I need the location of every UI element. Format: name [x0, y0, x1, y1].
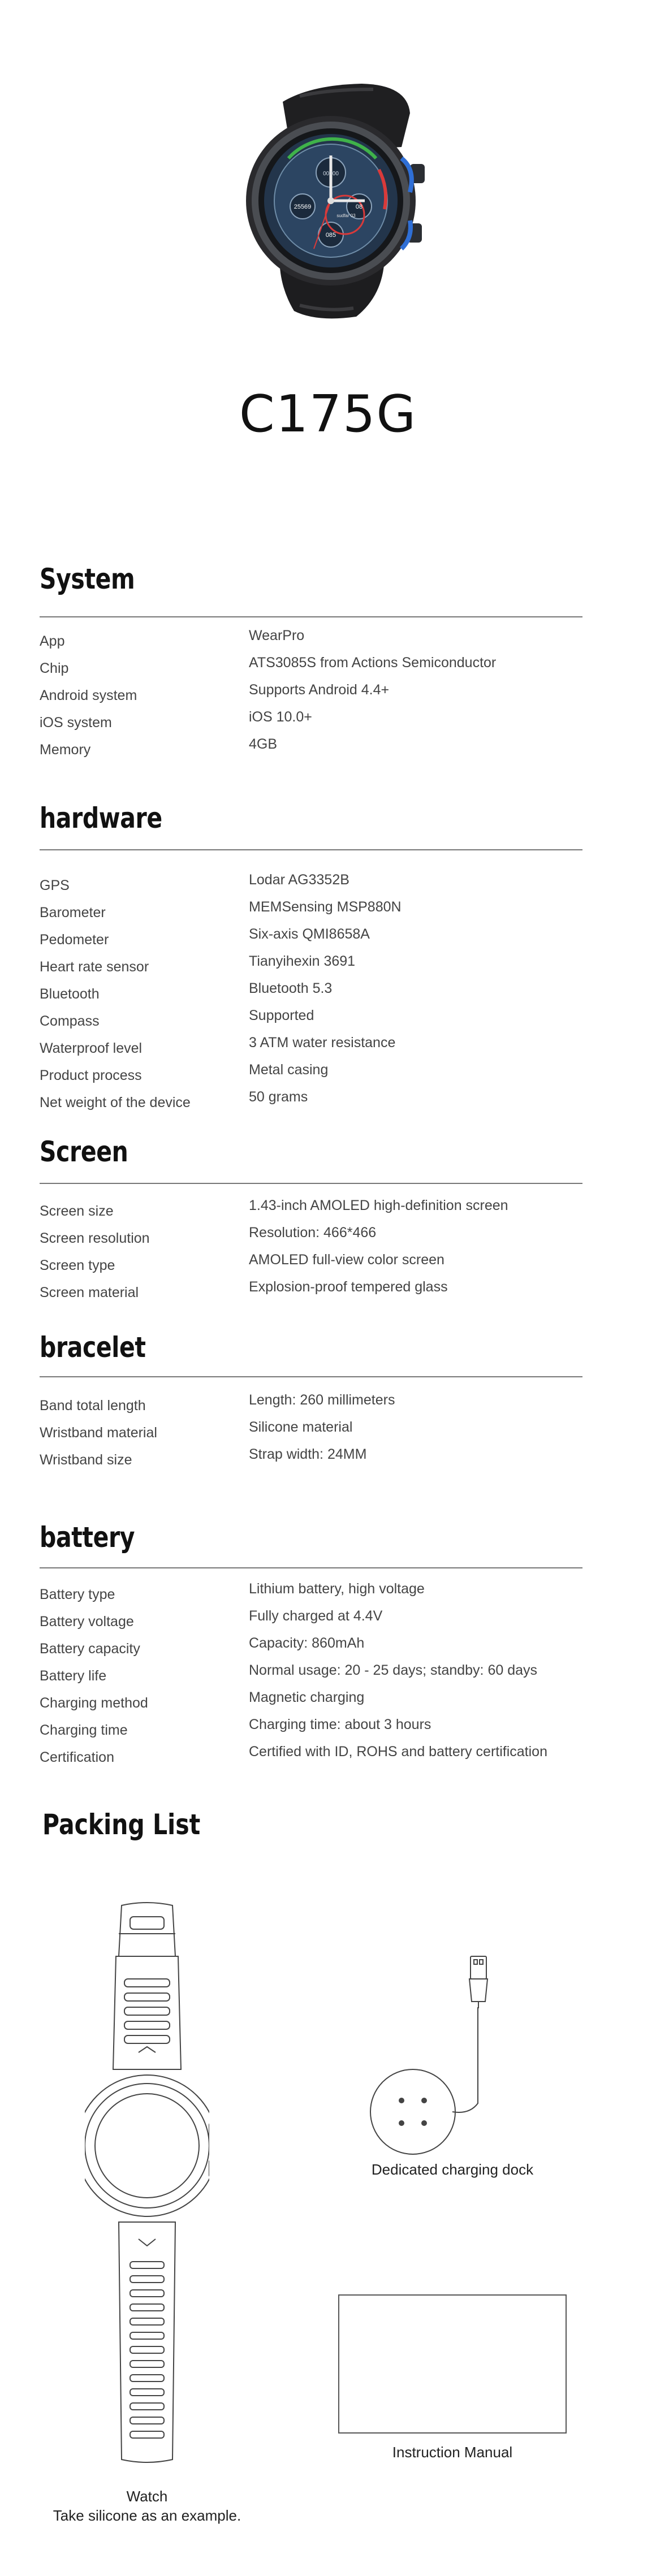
watch-face-bottom-value: 085: [325, 232, 336, 239]
instruction-manual-caption: Instruction Manual: [392, 2444, 513, 2461]
spec-label: Band total length: [40, 1398, 146, 1414]
section-divider: [40, 1376, 582, 1377]
spec-value: iOS 10.0+: [249, 709, 312, 725]
model-name: C175G: [239, 384, 417, 444]
spec-value: 4GB: [249, 736, 278, 752]
spec-row: [40, 1392, 582, 1415]
spec-value: Lithium battery, high voltage: [249, 1581, 425, 1597]
section-divider: [40, 616, 582, 617]
spec-value: Tianyihexin 3691: [249, 953, 356, 969]
watch-face-top-label: 00000: [323, 171, 339, 177]
spec-row: [40, 736, 582, 759]
spec-label: GPS: [40, 878, 70, 893]
spec-value: Explosion-proof tempered glass: [249, 1279, 448, 1295]
spec-value: 50 grams: [249, 1089, 308, 1105]
spec-label: Bluetooth: [40, 986, 100, 1002]
watch-face-right-value: 08: [355, 204, 363, 210]
spec-value: Resolution: 466*466: [249, 1225, 377, 1241]
spec-row: [40, 1608, 582, 1631]
watch-face-left-value: 25569: [294, 204, 312, 210]
spec-label: Battery capacity: [40, 1641, 140, 1657]
spec-value: Magnetic charging: [249, 1689, 365, 1705]
spec-label: Net weight of the device: [40, 1095, 191, 1110]
spec-label: Charging method: [40, 1695, 148, 1711]
watch-caption-line2: Take silicone as an example.: [53, 2507, 241, 2524]
spec-value: Supports Android 4.4+: [249, 682, 390, 698]
spec-value: Metal casing: [249, 1062, 329, 1078]
spec-value: Normal usage: 20 - 25 days; standby: 60 days: [249, 1662, 538, 1678]
spec-row: [40, 1689, 582, 1712]
section-divider: [40, 1183, 582, 1184]
spec-value: Six-axis QMI8658A: [249, 926, 370, 942]
spec-value: Lodar AG3352B: [249, 872, 349, 888]
watch-caption: [45, 2487, 249, 2525]
spec-value: Fully charged at 4.4V: [249, 1608, 383, 1624]
spec-label: Battery type: [40, 1587, 115, 1602]
section-title-battery: battery: [40, 1521, 135, 1554]
spec-row: [40, 953, 582, 976]
spec-row: [40, 1717, 582, 1739]
product-watch-image: [215, 79, 447, 322]
spec-row: [40, 926, 582, 949]
spec-row: [40, 1062, 582, 1084]
spec-value: Certified with ID, ROHS and battery certification: [249, 1744, 547, 1760]
spec-label: Charging time: [40, 1722, 128, 1738]
spec-value: Strap width: 24MM: [249, 1446, 367, 1462]
instruction-manual-icon: [338, 2294, 567, 2434]
spec-row: [40, 1008, 582, 1030]
spec-row: [40, 1419, 582, 1442]
spec-label: Product process: [40, 1067, 142, 1083]
spec-row: [40, 1279, 582, 1302]
spec-label: Battery life: [40, 1668, 107, 1684]
watch-face-mid-label: sudfar 03: [336, 213, 356, 218]
spec-label: Chip: [40, 660, 69, 676]
spec-row: [40, 1198, 582, 1220]
spec-label: Waterproof level: [40, 1040, 143, 1056]
spec-row: [40, 655, 582, 677]
spec-value: Silicone material: [249, 1419, 353, 1435]
spec-row: [40, 980, 582, 1003]
spec-row: [40, 1662, 582, 1685]
spec-label: iOS system: [40, 715, 112, 731]
spec-value: WearPro: [249, 628, 305, 643]
spec-value: Bluetooth 5.3: [249, 980, 333, 996]
spec-value: Supported: [249, 1008, 314, 1023]
spec-label: Compass: [40, 1013, 100, 1029]
spec-row: [40, 1446, 582, 1469]
spec-label: App: [40, 633, 65, 649]
section-divider: [40, 1567, 582, 1568]
spec-row: [40, 1252, 582, 1274]
packing-list-title: Packing List: [42, 1808, 201, 1841]
spec-row: [40, 1744, 582, 1766]
section-title-bracelet: bracelet: [40, 1331, 146, 1364]
spec-label: Pedometer: [40, 932, 109, 948]
spec-label: Screen material: [40, 1285, 139, 1300]
spec-label: Barometer: [40, 905, 106, 920]
section-title-system: System: [40, 563, 135, 595]
spec-value: 1.43-inch AMOLED high-definition screen: [249, 1198, 508, 1213]
spec-value: ATS3085S from Actions Semiconductor: [249, 655, 497, 671]
spec-row: [40, 709, 582, 732]
spec-row: [40, 1635, 582, 1658]
spec-label: Android system: [40, 688, 137, 703]
spec-label: Heart rate sensor: [40, 959, 149, 975]
spec-label: Screen size: [40, 1203, 114, 1219]
section-divider: [40, 849, 582, 850]
spec-label: Certification: [40, 1749, 114, 1765]
spec-row: [40, 628, 582, 650]
spec-value: 3 ATM water resistance: [249, 1035, 396, 1051]
spec-row: [40, 1089, 582, 1112]
spec-label: Screen type: [40, 1257, 115, 1273]
spec-row: [40, 1035, 582, 1057]
charging-dock-icon: [351, 1945, 543, 2160]
spec-row: [40, 872, 582, 894]
section-title-screen: Screen: [40, 1135, 128, 1168]
spec-value: Length: 260 millimeters: [249, 1392, 395, 1408]
spec-row: [40, 899, 582, 922]
spec-label: Memory: [40, 742, 91, 758]
spec-value: MEMSensing MSP880N: [249, 899, 402, 915]
spec-label: Wristband material: [40, 1425, 157, 1441]
watch-outline-icon: [85, 1900, 209, 2465]
spec-value: Charging time: about 3 hours: [249, 1717, 431, 1732]
section-title-hardware: hardware: [40, 802, 162, 835]
charging-dock-caption: Dedicated charging dock: [371, 2161, 534, 2178]
spec-row: [40, 1225, 582, 1247]
spec-label: Battery voltage: [40, 1614, 134, 1630]
spec-label: Screen resolution: [40, 1230, 150, 1246]
spec-row: [40, 682, 582, 704]
spec-value: Capacity: 860mAh: [249, 1635, 365, 1651]
watch-caption-line1: Watch: [126, 2488, 168, 2505]
spec-label: Wristband size: [40, 1452, 132, 1468]
spec-row: [40, 1581, 582, 1603]
spec-value: AMOLED full-view color screen: [249, 1252, 444, 1268]
